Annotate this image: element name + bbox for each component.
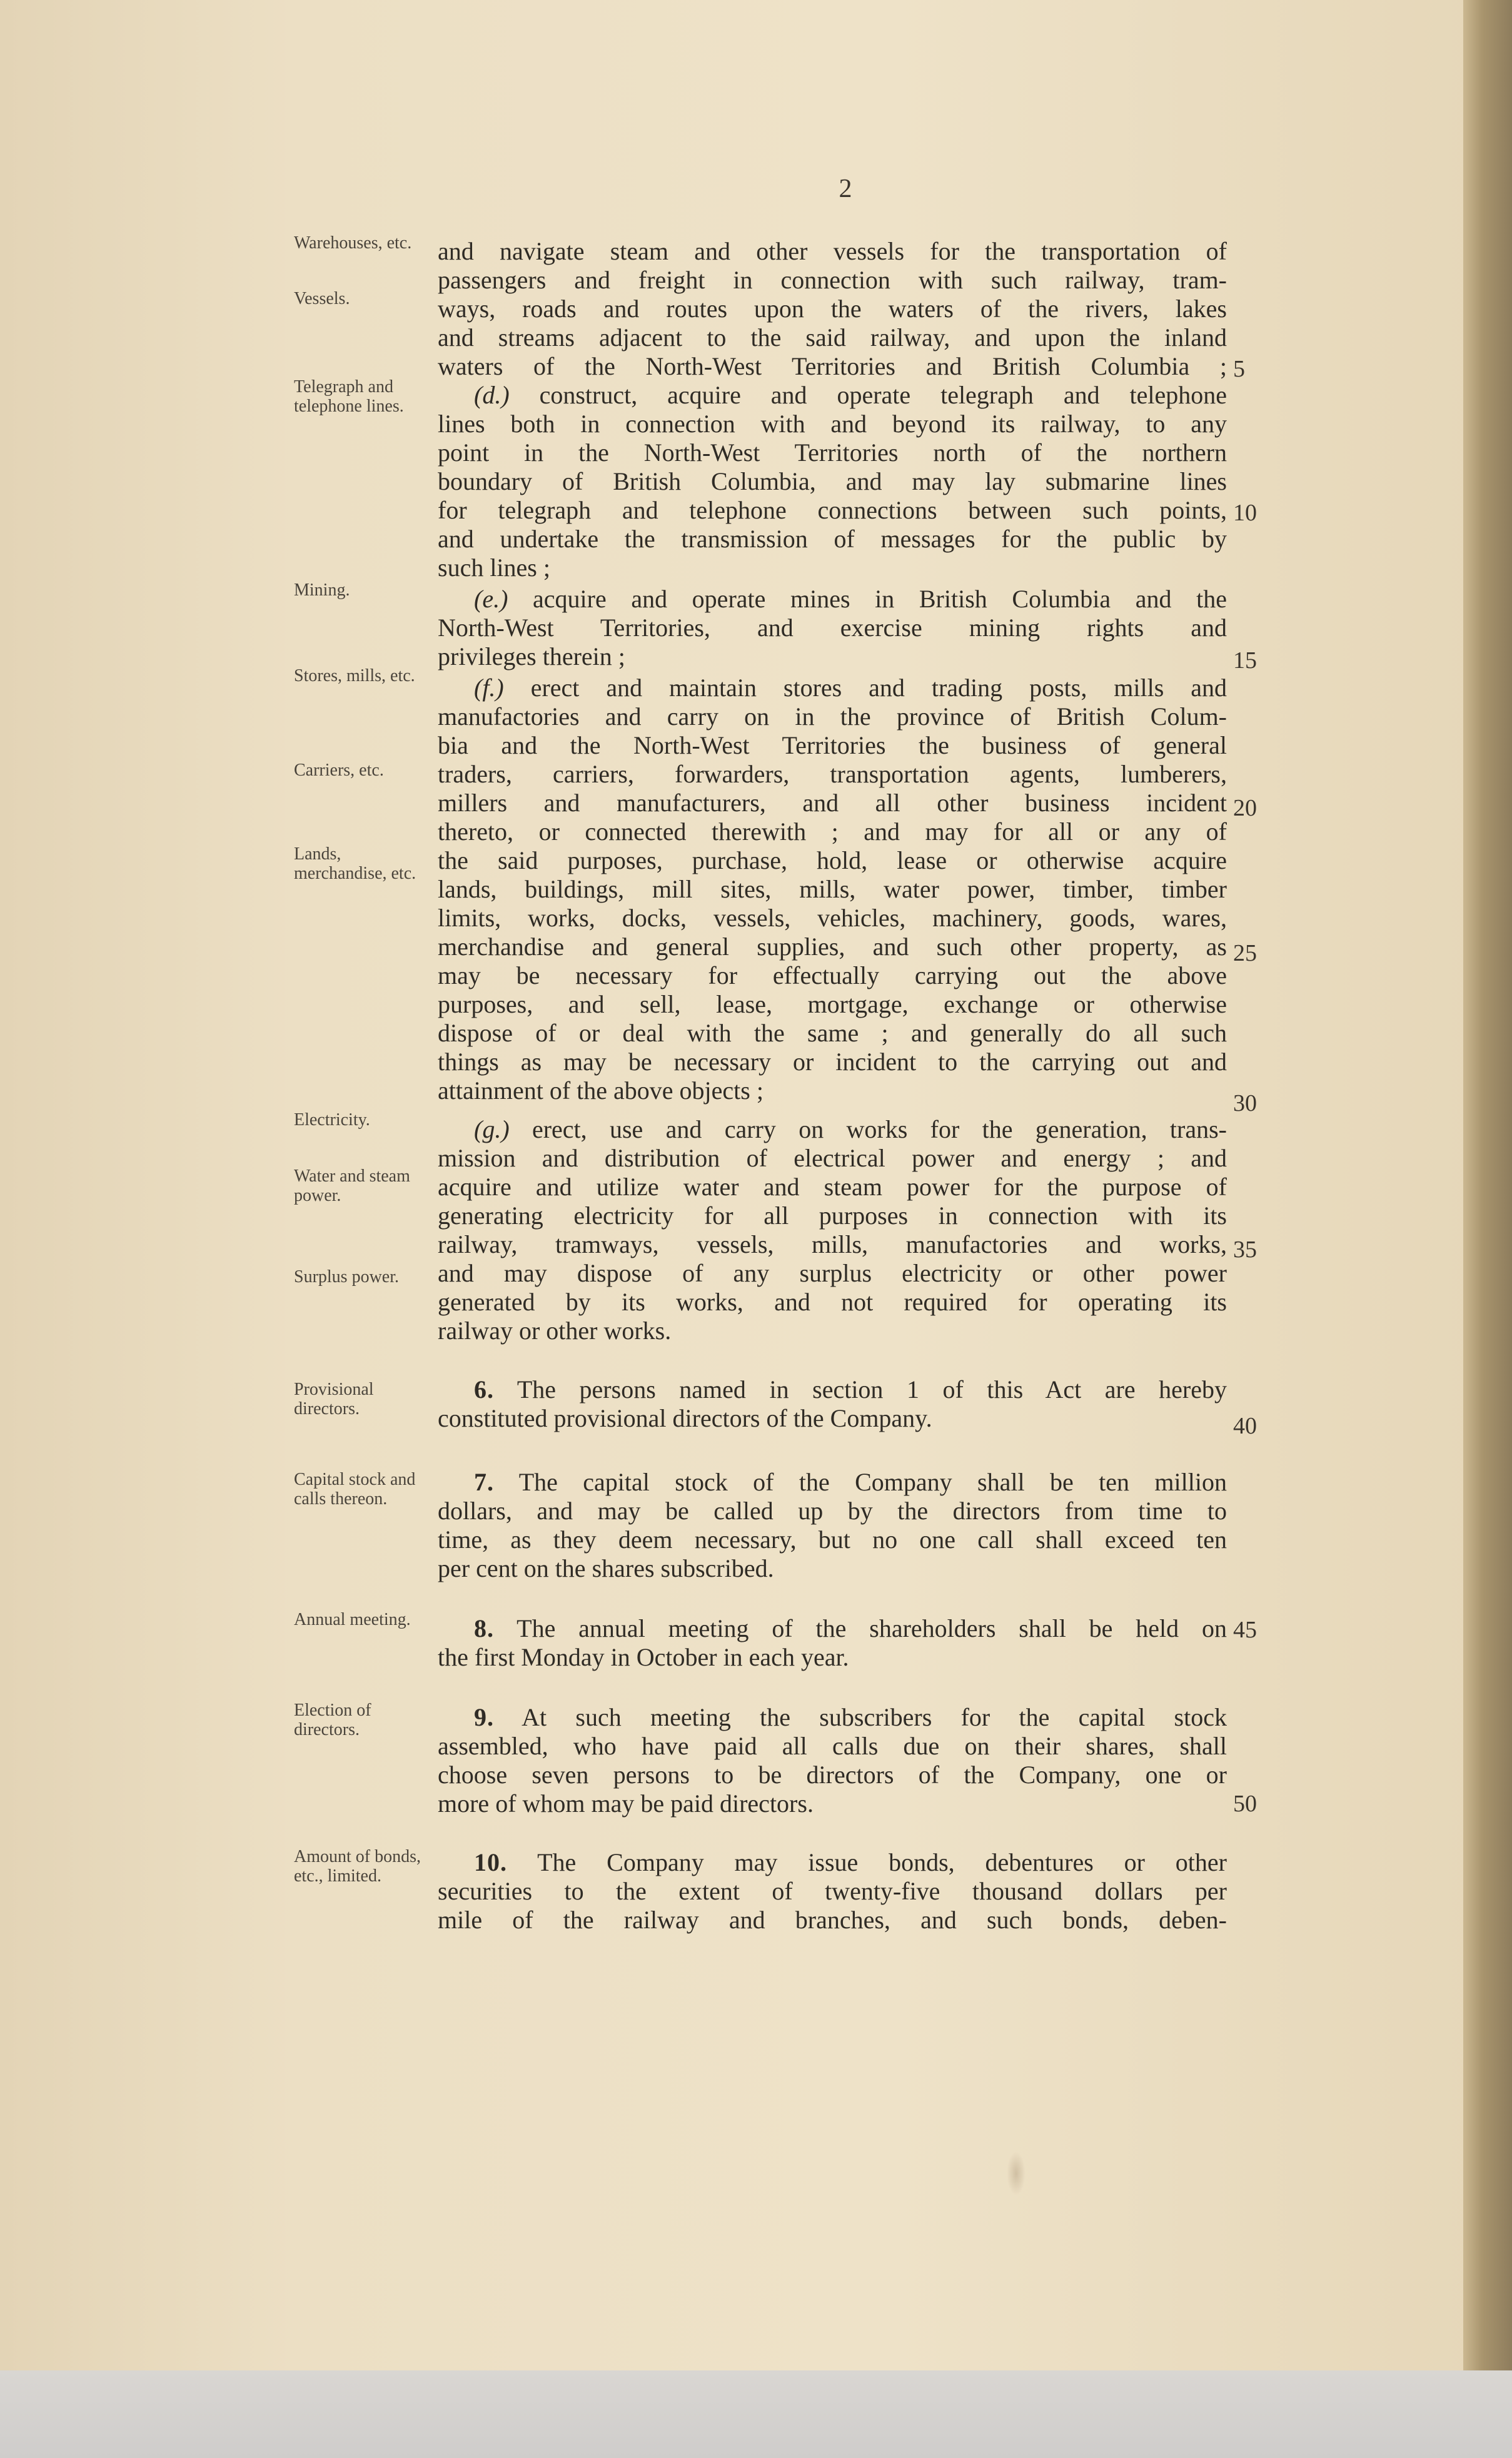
margin-note-annual: Annual meeting. <box>294 1610 411 1629</box>
clause-letter: (g.) <box>474 1115 510 1143</box>
text-line: constituted provisional directors of the Company. <box>438 1404 932 1432</box>
page-number: 2 <box>839 174 852 203</box>
margin-note-electricity: Electricity. <box>294 1110 370 1130</box>
margin-note-water: Water and steam power. <box>294 1166 410 1205</box>
text-line: North-West Territories, and exercise mining rights and <box>438 614 1227 642</box>
text-line: merchandise and general supplies, and such other property, as <box>438 933 1227 961</box>
line-number: 15 <box>1233 647 1257 674</box>
text-line: bia and the North-West Territories the business of general <box>438 731 1227 759</box>
text-line: time, as they deem necessary, but no one call shall exceed ten <box>438 1525 1227 1554</box>
text-line: such lines ; <box>438 554 550 582</box>
line-number: 40 <box>1233 1413 1257 1439</box>
text-line: railway, tramways, vessels, mills, manufactories and works, <box>438 1230 1227 1258</box>
text-line: railway or other works. <box>438 1317 672 1345</box>
section-number: 7. <box>474 1468 494 1496</box>
text-line: acquire and utilize water and steam power for the purpose of <box>438 1173 1227 1201</box>
text-line: 10. The Company may issue bonds, debentures or other <box>474 1848 1227 1876</box>
text-line: choose seven persons to be directors of the Company, one or <box>438 1761 1227 1789</box>
line-number: 10 <box>1233 500 1257 526</box>
margin-note-carriers: Carriers, etc. <box>294 761 384 780</box>
margin-note-telegraph: Telegraph and telephone lines. <box>294 377 404 416</box>
text-line: (e.) acquire and operate mines in British Columbia and the <box>474 585 1227 613</box>
text-line: dispose of or deal with the same ; and generally do all such <box>438 1019 1227 1047</box>
text-line: things as may be necessary or incident to the carrying out and <box>438 1048 1227 1076</box>
text-line: generated by its works, and not required for operating its <box>438 1288 1227 1316</box>
margin-note-stores: Stores, mills, etc. <box>294 666 415 685</box>
text-line: and navigate steam and other vessels for the transportation of <box>438 237 1227 265</box>
text-line: may be necessary for effectually carrying out the above <box>438 961 1227 989</box>
margin-note-election: Election of directors. <box>294 1701 371 1739</box>
margin-note-lands: Lands, merchandise, etc. <box>294 844 416 883</box>
line-number: 20 <box>1233 795 1257 821</box>
text-line: ways, roads and routes upon the waters of the rivers, lakes <box>438 295 1227 323</box>
text-line: 9. At such meeting the subscribers for the capital stock <box>474 1703 1227 1731</box>
margin-note-capital: Capital stock and calls thereon. <box>294 1470 416 1509</box>
text-line: generating electricity for all purposes in connection with its <box>438 1201 1227 1230</box>
text-line: privileges therein ; <box>438 642 625 670</box>
text-line: assembled, who have paid all calls due on their shares, shall <box>438 1732 1227 1760</box>
line-number: 50 <box>1233 1791 1257 1817</box>
text-line: (d.) construct, acquire and operate telegraph and telephone <box>474 381 1227 409</box>
clause-letter: (f.) <box>474 674 504 702</box>
text-line: more of whom may be paid directors. <box>438 1789 814 1818</box>
section-number: 10. <box>474 1848 507 1876</box>
text-line: the first Monday in October in each year. <box>438 1643 849 1671</box>
text-line: passengers and freight in connection with such railway, tram- <box>438 266 1227 294</box>
text-line: purposes, and sell, lease, mortgage, exchange or otherwise <box>438 990 1227 1018</box>
line-number: 35 <box>1233 1237 1257 1263</box>
text-line: boundary of British Columbia, and may lay submarine lines <box>438 467 1227 495</box>
margin-note-vessels: Vessels. <box>294 289 350 308</box>
margin-note-surplus: Surplus power. <box>294 1267 399 1287</box>
text-line: 7. The capital stock of the Company shall be ten million <box>474 1468 1227 1496</box>
text-line: limits, works, docks, vessels, vehicles, machinery, goods, wares, <box>438 904 1227 932</box>
text-line: securities to the extent of twenty-five thousand dollars per <box>438 1877 1227 1905</box>
text-line: (f.) erect and maintain stores and trading posts, mills and <box>474 674 1227 702</box>
text-line: dollars, and may be called up by the directors from time to <box>438 1497 1227 1525</box>
text-line: 6. The persons named in section 1 of this Act are hereby <box>474 1375 1227 1403</box>
margin-note-provisional: Provisional directors. <box>294 1380 374 1419</box>
clause-letter: (d.) <box>474 381 510 409</box>
section-number: 8. <box>474 1614 494 1642</box>
text-line: for telegraph and telephone connections between such points, <box>438 496 1227 524</box>
text-line: and undertake the transmission of messages for the public by <box>438 525 1227 553</box>
clause-letter: (e.) <box>474 585 508 613</box>
text-line: 8. The annual meeting of the shareholders shall be held on <box>474 1614 1227 1642</box>
margin-note-warehouses: Warehouses, etc. <box>294 233 412 253</box>
line-number: 25 <box>1233 940 1257 966</box>
text-line: manufactories and carry on in the province of British Colum- <box>438 702 1227 731</box>
text-line: mission and distribution of electrical power and energy ; and <box>438 1144 1227 1172</box>
scanner-bed-strip <box>0 2370 1512 2458</box>
line-number: 5 <box>1233 356 1245 382</box>
text-line: lands, buildings, mill sites, mills, water power, timber, timber <box>438 875 1227 903</box>
text-line: waters of the North-West Territories and British Columbia ; <box>438 352 1227 380</box>
text-line: point in the North-West Territories north of the northern <box>438 438 1227 467</box>
page-edge-shadow <box>1463 0 1512 2458</box>
text-line: mile of the railway and branches, and such bonds, deben- <box>438 1906 1227 1934</box>
text-line: and may dispose of any surplus electricity or other power <box>438 1259 1227 1287</box>
text-line: the said purposes, purchase, hold, lease or otherwise acquire <box>438 846 1227 874</box>
section-number: 6. <box>474 1375 494 1403</box>
text-line: (g.) erect, use and carry on works for the generation, trans- <box>474 1115 1227 1143</box>
margin-note-mining: Mining. <box>294 580 350 600</box>
text-line: traders, carriers, forwarders, transportation agents, lumberers, <box>438 760 1227 788</box>
text-line: attainment of the above objects ; <box>438 1076 764 1105</box>
section-number: 9. <box>474 1703 494 1731</box>
paper-stain <box>1007 2152 1026 2195</box>
text-line: lines both in connection with and beyond its railway, to any <box>438 410 1227 438</box>
margin-note-bonds: Amount of bonds, etc., limited. <box>294 1847 421 1886</box>
line-number: 45 <box>1233 1617 1257 1643</box>
line-number: 30 <box>1233 1090 1257 1116</box>
text-line: thereto, or connected therewith ; and may for all or any of <box>438 817 1227 846</box>
text-line: per cent on the shares subscribed. <box>438 1554 774 1582</box>
text-line: and streams adjacent to the said railway, and upon the inland <box>438 323 1227 352</box>
text-line: millers and manufacturers, and all other business incident <box>438 789 1227 817</box>
